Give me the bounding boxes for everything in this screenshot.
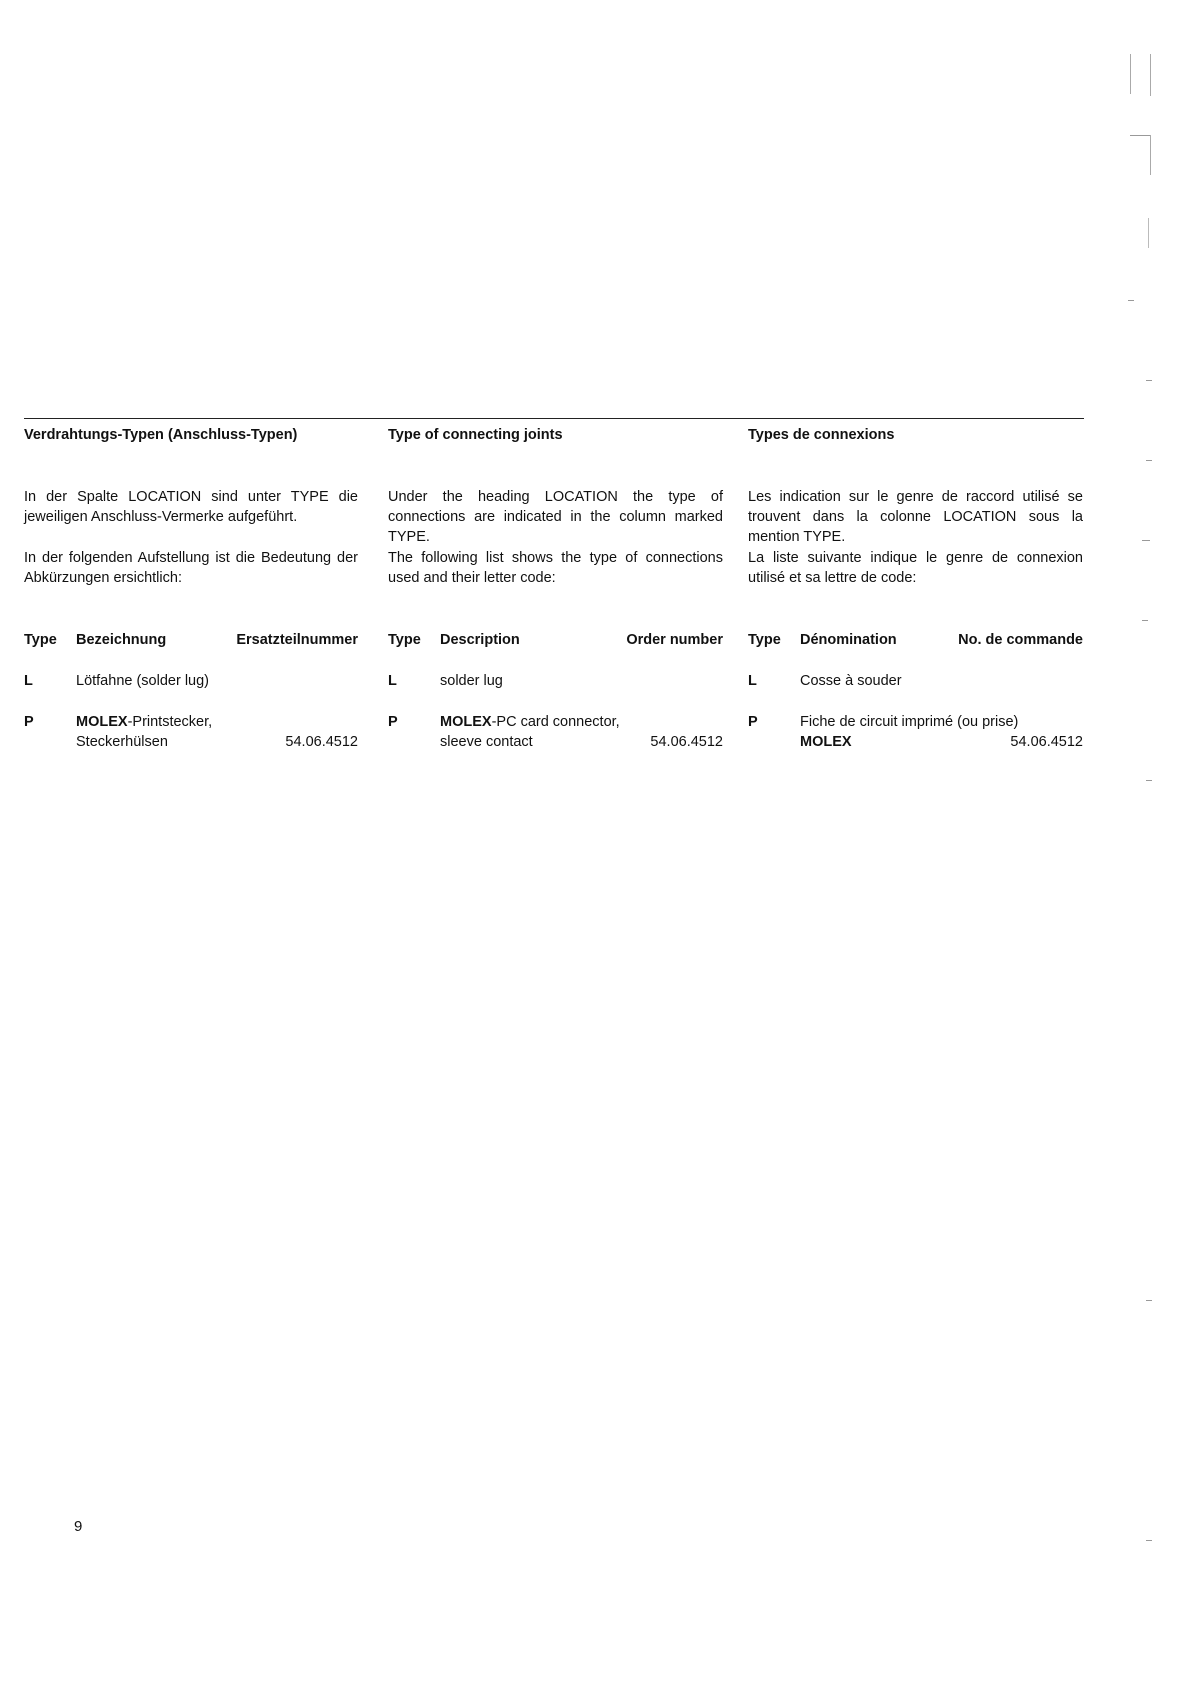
row-line1: -PC card connector, [491, 714, 620, 730]
header-number: No. de commande [958, 632, 1083, 648]
row-line1-wrap [800, 714, 1018, 730]
table-header [748, 630, 1083, 650]
header-number: Ersatzteilnummer [236, 632, 358, 648]
scan-mark [1148, 218, 1149, 248]
scan-mark [1128, 300, 1134, 301]
header-description: Description [440, 632, 520, 648]
header-type: Type [748, 632, 781, 648]
section-heading: Verdrahtungs-Typen (Anschluss-Typen) [24, 427, 298, 443]
row-number: 54.06.4512 [1010, 734, 1083, 750]
row-brand: MOLEX [76, 714, 128, 730]
row-number: 54.06.4512 [650, 734, 723, 750]
list-intro-paragraph: The following list shows the type of connections used and their letter code: [388, 550, 723, 586]
intro-paragraph: Les indication sur le genre de raccord utilisé se trouvent dans la colonne LOCATION sous la mention TYPE. [748, 489, 1083, 545]
column-french [748, 425, 1083, 750]
row-code: P [748, 714, 758, 730]
row-line1: Cosse à souder [800, 673, 902, 689]
scan-mark [1150, 135, 1151, 175]
row-code: L [24, 673, 33, 689]
row-line2: Steckerhülsen [76, 734, 168, 750]
row-description [76, 671, 358, 691]
section-heading: Type of connecting joints [388, 427, 563, 443]
scan-mark [1146, 460, 1152, 461]
header-number: Order number [626, 632, 723, 648]
scan-mark [1130, 54, 1131, 94]
intro-paragraph: Under the heading LOCATION the type of connections are indicated in the column marked TYPE. [388, 489, 723, 545]
table-header [24, 630, 358, 650]
list-intro-paragraph: La liste suivante indique le genre de connexion utilisé et sa lettre de code: [748, 550, 1083, 586]
row-code: L [748, 673, 757, 689]
row-line1-wrap [76, 714, 212, 730]
row-line1: Fiche de circuit imprimé (ou prise) [800, 714, 1019, 730]
intro-paragraph: In der Spalte LOCATION sind unter TYPE die jeweiligen Anschluss-Vermerke aufgeführt. [24, 489, 358, 525]
column-german [24, 425, 358, 750]
scan-mark [1146, 380, 1152, 381]
header-type: Type [388, 632, 421, 648]
row-number: 54.06.4512 [285, 734, 358, 750]
row-code: P [388, 714, 398, 730]
scan-mark [1142, 540, 1150, 541]
row-description [800, 671, 1083, 691]
list-intro-paragraph: In der folgenden Aufstellung ist die Bedeutung der Abkürzungen ersichtlich: [24, 550, 358, 586]
scan-edge-marks [1128, 50, 1168, 1650]
row-code: P [24, 714, 34, 730]
top-rule [24, 418, 1084, 419]
row-line2: sleeve contact [440, 734, 533, 750]
section-heading: Types de connexions [748, 427, 895, 443]
scan-mark [1146, 1300, 1152, 1301]
header-description: Bezeichnung [76, 632, 167, 648]
row-brand: MOLEX [440, 714, 492, 730]
scan-mark [1146, 780, 1152, 781]
row-line1: solder lug [440, 673, 503, 689]
scan-mark [1130, 135, 1150, 136]
scan-mark [1150, 54, 1151, 96]
row-line1-wrap [440, 714, 620, 730]
scan-mark [1142, 620, 1148, 621]
header-type: Type [24, 632, 57, 648]
column-english [388, 425, 723, 750]
row-line1: Lötfahne (solder lug) [76, 673, 209, 689]
table-header [388, 630, 723, 650]
header-description: Dénomination [800, 632, 897, 648]
row-code: L [388, 673, 397, 689]
row-line1: -Printstecker, [127, 714, 213, 730]
row-line2-brand: MOLEX [800, 734, 852, 750]
scan-mark [1146, 1540, 1152, 1541]
row-description [440, 671, 723, 691]
page-number: 9 [74, 1518, 83, 1535]
